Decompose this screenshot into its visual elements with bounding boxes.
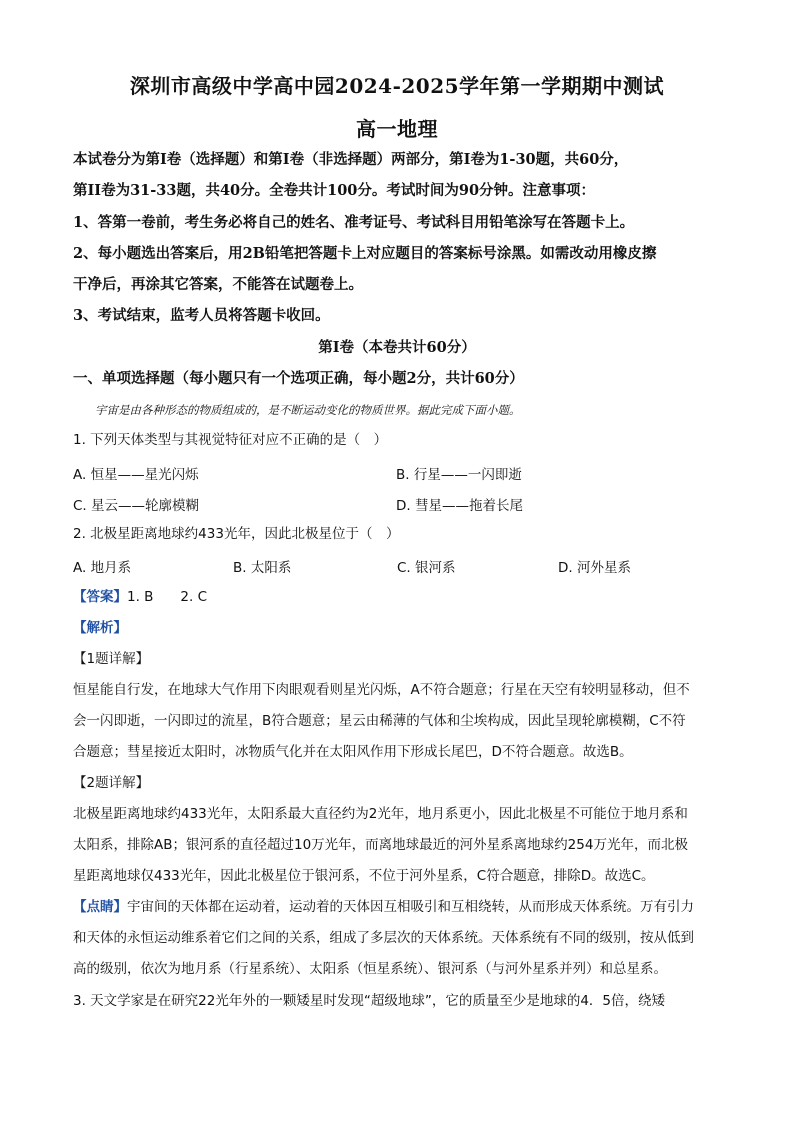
question-1-option-a: A. 恒星——星光闪烁 (73, 467, 199, 483)
instruction-item-2a: 2、每小题选出答案后，用2B铅笔把答题卡上对应题目的答案标号涂黑。如需改动用橡皮擦 (73, 245, 657, 262)
instruction-line-1: 本试卷分为第I卷（选择题）和第I卷（非选择题）两部分，第I卷为1-30题，共60分， (73, 151, 629, 168)
instruction-item-3: 3、考试结束，监考人员将答题卡收回。 (73, 307, 330, 324)
question-3-stem: 3. 天文学家是在研究22光年外的一颗矮星时发现“超级地球”，它的质量至少是地球的4．5倍，绕矮 (73, 993, 666, 1009)
instruction-line-2: 第II卷为31-33题，共40分。全卷共计100分。考试时间为90分钟。注意事项： (73, 182, 596, 199)
analysis-label: 【解析】 (73, 620, 127, 636)
question-2-option-a: A. 地月系 (73, 560, 132, 576)
detail-2-line-1: 北极星距离地球约433光年，太阳系最大直径约为2光年，地月系更小，因此北极星不可能位于地月系和 (73, 806, 688, 822)
tip-line-2: 和天体的永恒运动维系着它们之间的关系，组成了多层次的天体系统。天体系统有不同的级别，按从低到 (73, 930, 694, 946)
question-1-option-b: B. 行星——一闪即逝 (396, 467, 522, 483)
tip-label: 【点睛】 (73, 899, 127, 915)
tip-text-1: 宇宙间的天体都在运动着，运动着的天体因互相吸引和互相绕转，从而形成天体系统。万有引力 (127, 899, 694, 915)
tip-line-1 (73, 897, 734, 917)
question-1-option-c: C. 星云——轮廓模糊 (73, 498, 200, 514)
question-2-stem: 2. 北极星距离地球约433光年，因此北极星位于（ ） (73, 526, 400, 542)
detail-1-label: 【1题详解】 (73, 651, 150, 667)
detail-2-line-3: 星距离地球仅433光年，因此北极星位于银河系，不位于河外星系，C符合题意，排除D。故选C。 (73, 868, 655, 884)
question-1-option-d: D. 彗星——拖着长尾 (396, 498, 523, 514)
question-2-option-c: C. 银河系 (397, 560, 456, 576)
volume-heading: 第I卷（本卷共计60分） (318, 339, 476, 356)
section-intro: 宇宙是由各种形态的物质组成的，是不断运动变化的物质世界。据此完成下面小题。 (95, 403, 521, 417)
page-subtitle: 高一地理 (356, 117, 438, 141)
detail-2-label: 【2题详解】 (73, 775, 150, 791)
detail-1-line-1: 恒星能自行发，在地球大气作用下肉眼观看则星光闪烁，A不符合题意；行星在天空有较明显移动，但不 (73, 682, 690, 698)
page-title: 深圳市高级中学高中园2024-2025学年第一学期期中测试 (129, 74, 665, 98)
section-heading: 一、单项选择题（每小题只有一个选项正确，每小题2分，共计60分） (73, 370, 524, 387)
instruction-item-1: 1、答第一卷前，考生务必将自己的姓名、准考证号、考试科目用铅笔涂写在答题卡上。 (73, 214, 635, 231)
detail-1-line-3: 合题意；彗星接近太阳时，冰物质气化并在太阳风作用下形成长尾巴，D不符合题意。故选B。 (73, 744, 633, 760)
instruction-item-2b: 干净后，再涂其它答案，不能答在试题卷上。 (73, 276, 363, 293)
answer-row (73, 587, 734, 607)
answer-label: 【答案】 (73, 589, 127, 605)
tip-line-3: 高的级别，依次为地月系（行星系统）、太阳系（恒星系统）、银河系（与河外星系并列）和总星系。 (73, 961, 667, 977)
analysis-label-row (73, 618, 734, 638)
detail-1-line-2: 会一闪即逝，一闪即过的流星，B符合题意；星云由稀薄的气体和尘埃构成，因此呈现轮廓模糊，C不符 (73, 713, 686, 729)
question-2-option-d: D. 河外星系 (558, 560, 631, 576)
question-2-option-b: B. 太阳系 (233, 560, 292, 576)
detail-2-line-2: 太阳系，排除AB；银河系的直径超过10万光年，而离地球最近的河外星系离地球约254万光年，而北极 (73, 837, 688, 853)
question-1-stem: 1. 下列天体类型与其视觉特征对应不正确的是（ ） (73, 432, 388, 448)
answer-value: 1. B 2. C (127, 589, 208, 605)
